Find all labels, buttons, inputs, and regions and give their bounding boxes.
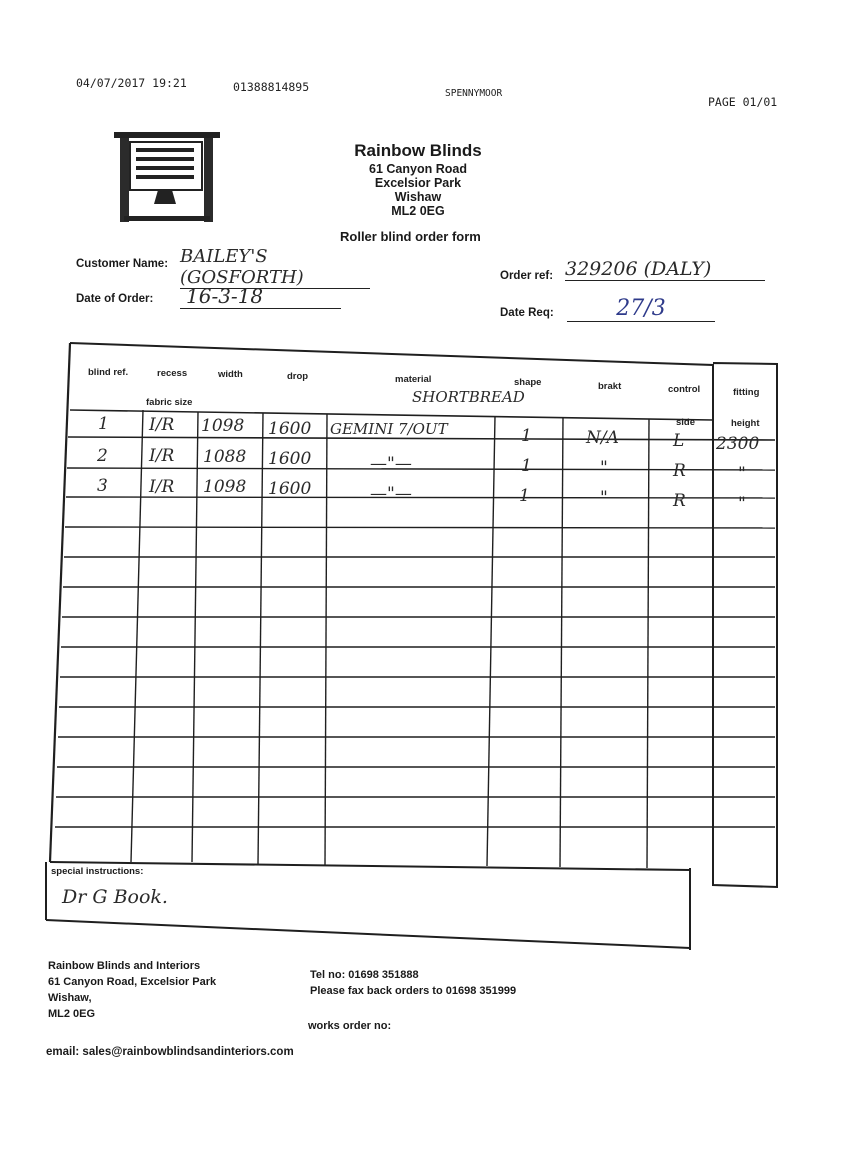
- row2-brakt: ": [600, 458, 608, 478]
- header-shape: shape: [514, 377, 542, 388]
- row1-ref: 1: [98, 414, 109, 434]
- footer-company-name: Rainbow Blinds and Interiors: [48, 960, 201, 972]
- row1-recess: I/R: [149, 415, 175, 435]
- header-drop: drop: [287, 371, 309, 382]
- header-recess: recess: [157, 368, 188, 379]
- row1-material: GEMINI 7/OUT: [330, 420, 448, 438]
- footer-fax: Please fax back orders to 01698 351999: [310, 985, 517, 997]
- company-addr2: Excelsior Park: [374, 176, 462, 190]
- header-material: material: [395, 374, 432, 385]
- footer-tel: Tel no: 01698 351888: [310, 969, 419, 981]
- order-ref-value[interactable]: 329206 (DALY): [565, 258, 765, 281]
- form-title: Roller blind order form: [340, 229, 481, 244]
- row2-side: R: [673, 461, 686, 481]
- date-of-order-value[interactable]: 16-3-18: [180, 284, 341, 309]
- date-of-order-label: Date of Order:: [76, 293, 154, 305]
- customer-name-label: Customer Name:: [76, 258, 169, 270]
- special-instructions-value[interactable]: Dr G Book.: [62, 886, 168, 908]
- row2-shape: 1: [521, 456, 532, 476]
- date-req-value[interactable]: 27/3: [567, 296, 715, 322]
- row1-drop: 1600: [268, 419, 312, 439]
- fax-phone: 01388814895: [233, 80, 310, 94]
- row2-width: 1088: [203, 447, 247, 467]
- fax-datetime: 04/07/2017 19:21: [76, 76, 187, 90]
- header-height: height: [731, 418, 760, 429]
- special-instructions-label: special instructions:: [51, 866, 144, 877]
- footer-addr1: 61 Canyon Road, Excelsior Park: [48, 976, 217, 988]
- row1-shape: 1: [521, 426, 532, 446]
- row3-recess: I/R: [149, 477, 175, 497]
- header-side: side: [676, 417, 696, 428]
- header-width: width: [218, 369, 243, 380]
- row3-width: 1098: [203, 477, 247, 497]
- row1-width: 1098: [201, 416, 245, 436]
- material-note: SHORTBREAD: [412, 388, 525, 406]
- company-postcode: ML2 0EG: [391, 204, 445, 218]
- works-order-label: works order no:: [308, 1020, 392, 1032]
- footer-email: email: sales@rainbowblindsandinteriors.com: [46, 1046, 294, 1058]
- row2-drop: 1600: [268, 449, 312, 469]
- header-brakt: brakt: [598, 381, 622, 392]
- row3-ref: 3: [97, 476, 108, 496]
- row1-brakt: N/A: [586, 428, 619, 448]
- row3-material: —"—: [370, 484, 412, 504]
- row3-shape: 1: [519, 486, 530, 506]
- row2-height: ": [738, 464, 746, 484]
- fax-page: PAGE 01/01: [708, 95, 778, 109]
- header-control: control: [668, 384, 701, 395]
- row1-side: L: [673, 431, 685, 451]
- row1-height: 2300: [716, 434, 760, 454]
- date-req-label: Date Req:: [500, 307, 554, 319]
- header-fitting: fitting: [733, 387, 760, 398]
- row3-side: R: [673, 491, 686, 511]
- header-fabric-size: fabric size: [146, 397, 193, 408]
- header-blind-ref: blind ref.: [88, 367, 129, 378]
- company-name: Rainbow Blinds: [354, 141, 482, 160]
- customer-name-value[interactable]: BAILEY'S (GOSFORTH): [180, 246, 370, 289]
- row2-ref: 2: [97, 446, 108, 466]
- footer-addr2: Wishaw,: [48, 992, 92, 1004]
- company-addr1: 61 Canyon Road: [369, 162, 467, 176]
- row3-height: ": [738, 494, 746, 514]
- row3-drop: 1600: [268, 479, 312, 499]
- order-ref-label: Order ref:: [500, 270, 554, 282]
- footer-postcode: ML2 0EG: [48, 1008, 96, 1020]
- row2-material: —"—: [370, 454, 412, 474]
- row3-brakt: ": [600, 488, 608, 508]
- company-addr3: Wishaw: [394, 190, 442, 204]
- row2-recess: I/R: [149, 446, 175, 466]
- fax-location: SPENNYMOOR: [445, 88, 503, 99]
